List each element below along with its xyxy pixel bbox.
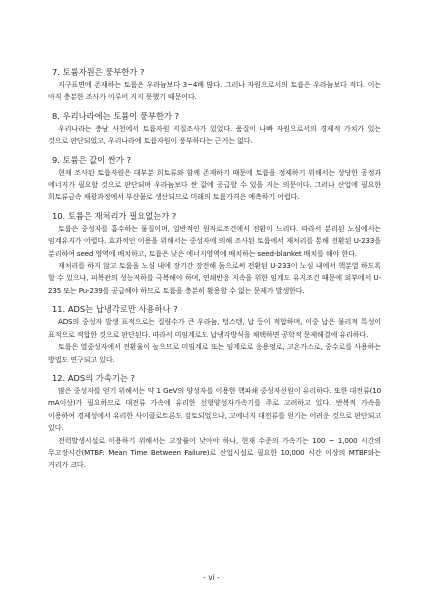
qa-section xyxy=(48,372,381,472)
section-paragraph: 토륨은 열중성자에서 전환율이 높으므로 미임계로 또는 임계로로 응용엉로, 고온가스로, 중수로를 사용하는 방법도 연구되고 있다. xyxy=(48,342,381,364)
document-body xyxy=(48,66,381,472)
section-paragraph: 현재 조사된 토륨자원은 대부분 희토류와 함께 존재하기 때문에 토륨을 정제하기 위해서는 상당한 공정과 에너지가 필요할 것으로 판단되며 우라늄보다 싼 값에 공급할 수 있을 지는 의문이다. 그러나 산업에 필요한 희토류금속 채광과정에서 부산물로 생산되므로 미래의 토륨가격은 예측하기 어렵다. xyxy=(48,167,381,202)
section-paragraph: 우리나라는 충남 사천에서 토륨자원 지질조사가 있었다. 품질이 나빠 자원으로서의 경제적 가치가 있는 것으로 판단되었고, 우리나라에 토륨자원이 풍부하다는 근거는 없다. xyxy=(48,123,381,146)
qa-section xyxy=(48,110,381,148)
qa-section xyxy=(48,210,381,297)
section-paragraph: 전력발생시설로 이용하기 위해서는 고장률이 낮아야 하나, 현재 수준의 가속기는 100 ~ 1,000 시간의 무고장시간(MTBF: Mean Time Between Failure)로 산업시설로 필요한 10,000 시간 이상의 MTBF와는 거리가 크다. xyxy=(48,435,381,470)
section-heading: 10. 토륨은 재처리가 필요없는가 ? xyxy=(52,210,177,221)
qa-section xyxy=(48,154,381,204)
section-heading: 9. 토륨은 값이 싼가 ? xyxy=(52,154,131,165)
section-heading: 8. 우리나라에는 토륨이 풍부한가 ? xyxy=(52,110,180,121)
page-number: - vi - xyxy=(203,573,220,582)
section-paragraph: 토륨은 중성자를 흡수하는 물질이며, 일반적인 원자로조건에서 전환이 느리다. 따라서 분리된 노심에서는 임계유지가 어렵다. 효과적인 이용을 위해서는 중성자에 의해 조사된 토륨에서 재처리를 통해 전환된 U-233을 분리하여 seed 영역에 배치하고, 토륨은 낮은 에너지영역에 배치하는 seed-blanket 배치를 해야 한다. xyxy=(48,223,381,258)
section-heading: 12. ADS의 가속기는 ? xyxy=(52,372,135,383)
qa-section xyxy=(48,303,381,366)
section-paragraph: 많은 중성자를 얻기 위해서는 약 1 GeV의 양성자를 이용한 핵파쇄 중성자선원이 유리하다. 또한 대전류(10 mA이상)가 필요하므로 대전류 가속에 유리한 선형양성자가속기를 주로 고려하고 있다. 반복적 가속을 이용하여 경제성에서 유리한 사이클로트론도 검토되었으나, 고에너지 대전류를 얻기는 어려운 것으로 판단되고 있다. xyxy=(48,385,381,433)
section-paragraph: ADS의 중성자 발생 표적으로는 질량수가 큰 우라늄, 텅스텐, 납 등이 적합하며, 이중 납은 물리적 특성이 표적으로 적합한 것으로 판단된다. 따라서 미임계로도 납냉각방식을 채택하면 공학적 문제해결에 유리하다. xyxy=(48,317,381,339)
section-heading: 7. 토륨자원은 풍부한가 ? xyxy=(52,67,145,77)
qa-section xyxy=(48,66,381,104)
section-heading: 11. ADS는 납냉각로만 사용하나 ? xyxy=(52,304,178,315)
section-paragraph: 재처리를 하지 않고 토륨을 노심 내에 장기간 장전해 둠으로써 전환된 U-233이 노심 내에서 핵분열 하도록 할 수 있으나, 피복관의 성능저하를 극복해야 하며, 연쇄반응 지속을 위한 임계도 유지조건 때문에 외부에서 U-235 또는 Pu-239를 공급해야 하므로 토륨을 충분히 활용할 수 없는 문제가 발생한다. xyxy=(48,261,381,295)
section-paragraph: 지구표면에 존재하는 토륨은 우라늄보다 3~4배 많다. 그러나 자원으로서의 토륨은 우라늄보다 적다. 이는 아직 충분한 조사가 이루어 지지 못했기 때문이다. xyxy=(48,80,381,102)
